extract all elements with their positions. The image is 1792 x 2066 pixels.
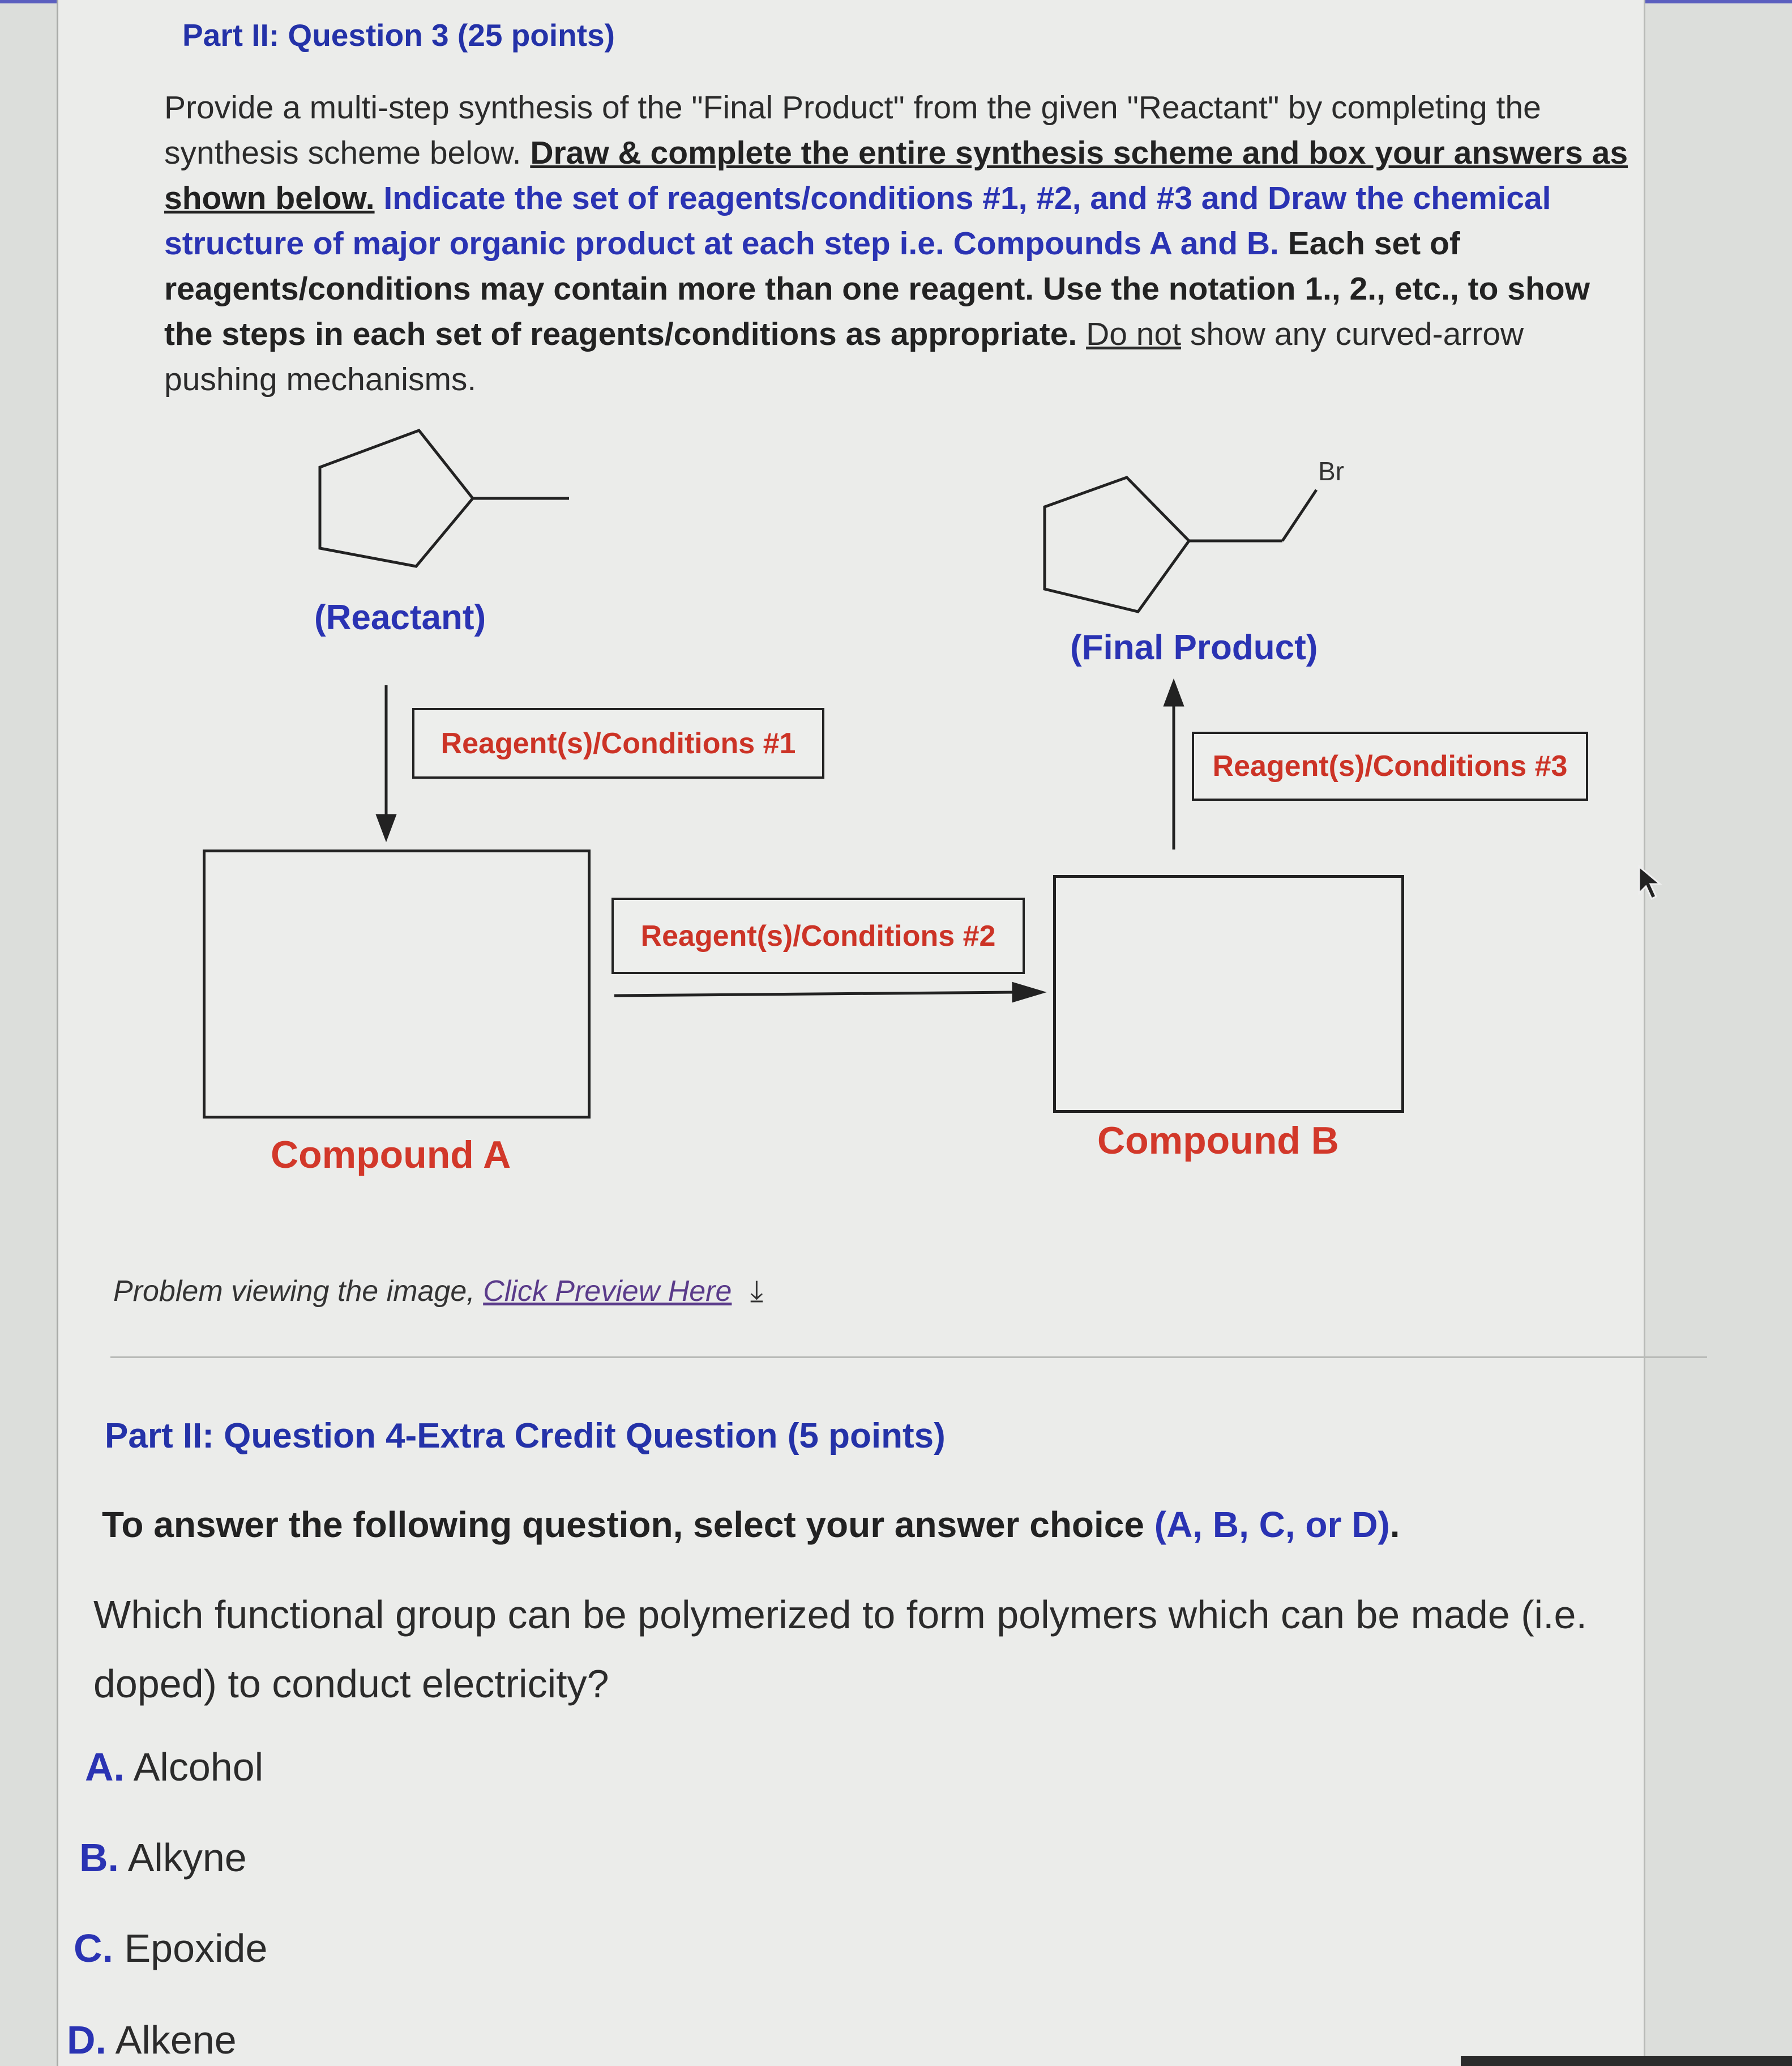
choice-letter: C. bbox=[74, 1926, 113, 1970]
reagent-conditions-1-box[interactable]: Reagent(s)/Conditions #1 bbox=[412, 708, 824, 779]
question-4-instructions bbox=[102, 1504, 1400, 1546]
preview-text: Problem viewing the image, bbox=[113, 1275, 484, 1308]
final-product-label: (Final Product) bbox=[1070, 628, 1318, 667]
choice-text: Epoxide bbox=[124, 1926, 268, 1970]
choice-letter: A. bbox=[85, 1745, 125, 1789]
compound-a-label: Compound A bbox=[271, 1133, 511, 1176]
mouse-cursor-icon bbox=[1636, 864, 1665, 903]
download-arrow-icon[interactable]: ⤓ bbox=[750, 1275, 763, 1308]
choice-d[interactable] bbox=[67, 2017, 237, 2063]
choice-text: Alkene bbox=[115, 2018, 237, 2062]
instr-post: . bbox=[1389, 1504, 1400, 1545]
reagent-conditions-2-box[interactable]: Reagent(s)/Conditions #2 bbox=[611, 898, 1025, 974]
instr-options: (A, B, C, or D) bbox=[1154, 1504, 1390, 1545]
question-4-text: Which functional group can be polymerized to form polymers which can be made (i.e. doped) to conduct electricity? bbox=[93, 1593, 1587, 1706]
bottom-dark-bar bbox=[1461, 2056, 1792, 2066]
choice-c[interactable] bbox=[74, 1926, 267, 1971]
instruction-blue: Indicate the set of reagents/conditions #1, #2, and #3 and Draw the chemical structure of major organic product at each step i.e. Compounds A and B. bbox=[164, 180, 1551, 262]
preview-link[interactable]: Click Preview Here bbox=[483, 1275, 732, 1308]
bromine-label: Br bbox=[1318, 456, 1344, 486]
choice-b[interactable] bbox=[79, 1835, 247, 1880]
compound-a-answer-box[interactable] bbox=[203, 850, 591, 1119]
instruction-underlined: Draw & complete the entire synthesis scheme and box your answers as shown below. bbox=[164, 135, 1628, 216]
instruction-bold: Each set of reagents/conditions may contain more than one reagent. Use the notation 1., 2., etc., to show the steps in each set of reagents/conditions as appropriate. bbox=[164, 225, 1590, 352]
arrow-step-2 bbox=[614, 984, 1042, 1001]
reagent-conditions-3-box[interactable]: Reagent(s)/Conditions #3 bbox=[1192, 732, 1588, 801]
choice-letter: D. bbox=[67, 2018, 106, 2062]
instruction-end: show any curved-arrow pushing mechanisms. bbox=[164, 316, 1524, 398]
reactant-label: (Reactant) bbox=[314, 598, 486, 637]
arrow-step-3 bbox=[1165, 682, 1182, 850]
choice-a[interactable] bbox=[85, 1744, 263, 1790]
question-4-title: Part II: Question 4-Extra Credit Question (5 points) bbox=[105, 1416, 946, 1455]
image-preview-notice bbox=[113, 1274, 763, 1309]
choice-text: Alkyne bbox=[127, 1836, 247, 1880]
section-divider bbox=[110, 1356, 1707, 1358]
intro-text: Provide a multi-step synthesis of the "Final Product" from the given "Reactant" by completing the synthesis scheme below. bbox=[164, 89, 1541, 171]
reactant-structure bbox=[320, 430, 569, 566]
arrow-step-1 bbox=[378, 685, 395, 838]
compound-b-label: Compound B bbox=[1097, 1119, 1339, 1162]
instr-pre: To answer the following question, select your answer choice bbox=[102, 1504, 1154, 1545]
compound-b-answer-box[interactable] bbox=[1053, 875, 1404, 1113]
choice-text: Alcohol bbox=[133, 1745, 264, 1789]
final-product-structure bbox=[1045, 477, 1316, 612]
do-not-text: Do not bbox=[1086, 316, 1182, 352]
question-3-title: Part II: Question 3 (25 points) bbox=[182, 18, 615, 53]
choice-letter: B. bbox=[79, 1836, 119, 1880]
